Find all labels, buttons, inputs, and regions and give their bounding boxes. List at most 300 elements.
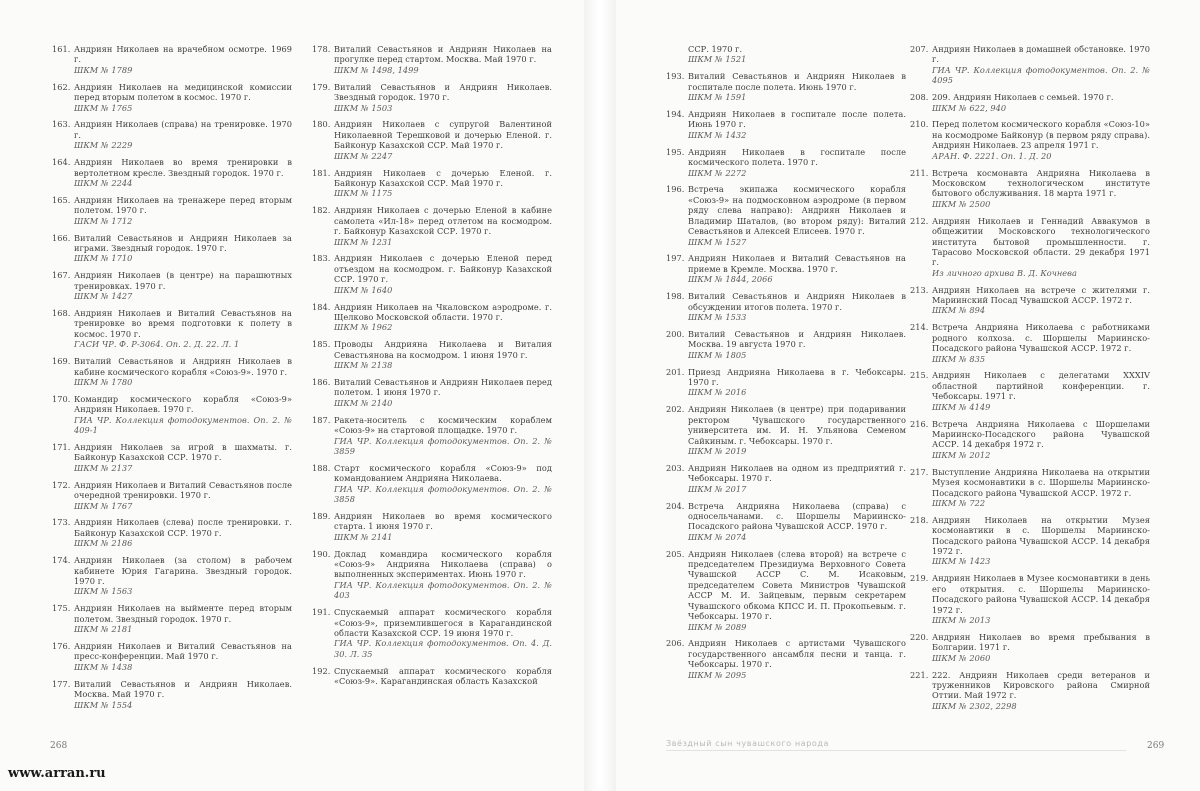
caption-entry <box>312 511 552 542</box>
entry-caption: Виталий Севастьянов и Андриян Николаев в кабине космического корабля «Союз-9». 1970 г. <box>74 356 292 377</box>
caption-entry <box>52 119 292 150</box>
site-watermark: www.arran.ru <box>8 766 106 781</box>
entry-caption: Андриян Николаев на врачебном осмотре. 1969 г. <box>74 44 292 65</box>
caption-entry <box>312 253 552 295</box>
caption-entry <box>666 71 906 102</box>
caption-entry <box>910 168 1150 210</box>
caption-entry <box>312 82 552 113</box>
entry-body <box>334 205 552 247</box>
entry-number: 196. <box>666 184 685 195</box>
entry-body <box>932 119 1150 161</box>
entry-number: 172. <box>52 479 71 490</box>
caption-entry <box>910 370 1150 412</box>
caption-entry <box>52 394 292 436</box>
entry-body <box>74 641 292 672</box>
entry-caption: Встреча экипажа космического корабля «Союз-9» на подмосковном аэродроме (в первом ряду слева направо): Андриян Николаев и Владимир Шаталов, (во втором ряду): Виталий Севастьянов и Алексей Елисеев. 1970 г. <box>688 184 906 237</box>
entry-body <box>74 119 292 150</box>
entry-caption: Андриян Николаев на выйменте перед вторым полетом. Звездный городок. 1970 г. <box>74 603 292 624</box>
caption-entry <box>52 82 292 113</box>
entry-caption: Виталий Севастьянов и Андриян Николаев. Москва. Май 1970 г. <box>74 678 292 700</box>
caption-entry <box>52 555 292 597</box>
entry-caption: Командир космического корабля «Союз-9» Андриян Николаев. 1970 г. <box>74 393 292 415</box>
entry-number: 195. <box>666 146 685 157</box>
entry-caption: Андриян Николаев (за столом) в рабочем кабинете Юрия Гагарина. Звездный городок. 1970 г. <box>74 555 292 586</box>
entry-source: ШКМ № 2074 <box>688 531 747 542</box>
entry-body <box>932 370 1150 412</box>
entry-caption: Проводы Андрияна Николаева и Виталия Севастьянова на космодром. 1 июня 1970 г. <box>334 339 552 360</box>
caption-entry <box>52 356 292 387</box>
caption-entry <box>52 442 292 473</box>
entry-caption: Андриян Николаев на открытии Музея космонавтики в с. Шоршелы Мариинско-Посадского района Чувашской АССР. 14 декабря 1972 г. <box>932 514 1150 557</box>
entry-number: 216. <box>910 418 929 429</box>
entry-caption: Андриян Николаев на медицинской комиссии перед вторым полетом в космос. 1970 г. <box>74 81 292 103</box>
entry-number: 214. <box>910 322 929 333</box>
entry-number: 206. <box>666 638 685 649</box>
entry-number: 186. <box>312 376 331 387</box>
caption-entry <box>910 573 1150 625</box>
entry-body <box>74 679 292 710</box>
page-number-left: 268 <box>50 741 68 751</box>
entry-number: 192. <box>312 665 331 676</box>
entry-body <box>74 442 292 473</box>
entry-number: 177. <box>52 678 71 689</box>
entry-body <box>74 44 292 75</box>
entry-body <box>334 549 552 601</box>
entry-number <box>666 44 688 65</box>
entry-body <box>688 71 906 102</box>
entry-caption: Андриян Николаев и Виталий Севастьянов на приеме в Кремле. Москва. 1970 г. <box>688 253 906 274</box>
entry-number: 189. <box>312 510 331 521</box>
entry-number: 201. <box>666 366 685 377</box>
entry-body <box>334 339 552 370</box>
entry-body <box>932 632 1150 663</box>
entry-source: ШКМ № 2012 <box>932 449 991 460</box>
entry-source: ГАСИ ЧР. Ф. Р-3064. Оп. 2. Д. 22. Л. 1 <box>74 339 240 350</box>
entry-number: 188. <box>312 462 331 473</box>
entry-source: ШКМ № 2229 <box>74 140 133 151</box>
entry-source: ШКМ № 2089 <box>688 621 747 632</box>
entry-body <box>688 638 906 680</box>
entry-source: ШКМ № 2013 <box>932 615 991 625</box>
entry-number: 171. <box>52 442 71 452</box>
caption-entry <box>312 607 552 659</box>
entry-number: 180. <box>312 119 331 130</box>
entry-source: ШКМ № 2141 <box>334 531 393 542</box>
entry-source: ШКМ № 1780 <box>74 376 133 387</box>
entry-caption: Виталий Севастьянов и Андриян Николаев за играми. Звездный городок. 1970 г. <box>74 232 292 253</box>
entry-number: 175. <box>52 603 71 614</box>
entry-caption: Встреча космонавта Андрияна Николаева в Московском технологическом институте бытового обслуживания. 18 марта 1971 г. <box>932 167 1150 199</box>
entry-source: АРАН. Ф. 2221. Оп. 1. Д. 20 <box>932 150 1052 161</box>
entry-body <box>334 511 552 542</box>
entry-body <box>688 44 906 65</box>
entry-source: ШКМ № 1640 <box>334 284 393 295</box>
entry-body <box>74 157 292 188</box>
entry-number: 211. <box>910 167 929 178</box>
entry-caption: Андриян Николаев с дочерью Еленой в кабине самолета «Ил-18» перед отлетом на космодром. г. Байконур Казахской ССР. 1970 г. <box>334 205 552 237</box>
entry-caption: Приезд Андрияна Николаева в г. Чебоксары. 1970 г. <box>688 366 906 387</box>
caption-entry <box>910 92 1150 113</box>
caption-entry <box>666 463 906 494</box>
entry-caption: Андриян Николаев (в центре) на парашютных тренировках. 1970 г. <box>74 270 292 291</box>
caption-column-2 <box>312 44 552 693</box>
caption-entry <box>666 109 906 140</box>
entry-source: ШКМ № 2137 <box>74 462 133 473</box>
entry-number: 169. <box>52 356 71 367</box>
entry-body <box>688 367 906 398</box>
entry-body <box>74 480 292 511</box>
entry-caption: Андриян Николаев в госпитале после космического полета. 1970 г. <box>688 146 906 168</box>
entry-number: 197. <box>666 253 685 264</box>
caption-entry <box>52 679 292 710</box>
entry-number: 202. <box>666 404 685 415</box>
entry-body <box>688 329 906 360</box>
caption-entry <box>666 147 906 178</box>
entry-source: ШКМ № 1423 <box>932 556 991 567</box>
entry-body <box>688 549 906 632</box>
entry-body <box>334 119 552 161</box>
entry-number: 163. <box>52 119 71 130</box>
caption-entry <box>910 419 1150 461</box>
entry-source: ШКМ № 835 <box>932 353 986 364</box>
entry-caption: Виталий Севастьянов и Андриян Николаев. Москва. 19 августа 1970 г. <box>688 328 906 350</box>
caption-entry <box>52 308 292 350</box>
entry-number: 215. <box>910 370 929 381</box>
entry-number: 207. <box>910 44 929 54</box>
caption-entry <box>666 501 906 543</box>
entry-caption: Андриян Николаев и Геннадий Аввакумов в общежитии Московского технологического института бытовой промышленности. г. Тарасово Московской области. 29 декабря 1971 г. <box>932 215 1150 268</box>
caption-entry <box>910 670 1150 712</box>
entry-source: ШКМ № 1805 <box>688 349 747 360</box>
entry-body <box>74 517 292 548</box>
entry-source: ШКМ № 1765 <box>74 102 133 113</box>
entry-caption: Старт космического корабля «Союз-9» под командованием Андрияна Николаева. <box>334 462 552 484</box>
entry-body <box>334 607 552 659</box>
entry-caption: Спускаемый аппарат космического корабля «Союз-9». Карагандинская область Казахской <box>334 665 552 687</box>
entry-number: 210. <box>910 119 929 130</box>
entry-caption: Доклад командира космического корабля «Союз-9» Андрияна Николаева (справа) о выполненных экспериментах. Июнь 1970 г. <box>334 548 552 580</box>
entry-caption: Андриян Николаев на Чкаловском аэродроме. г. Щелково Московской области. 1970 г. <box>334 301 552 322</box>
entry-caption: 209. Андриян Николаев с семьей. 1970 г. <box>932 92 1114 103</box>
entry-number: 217. <box>910 466 929 477</box>
entry-caption: Андриян Николаев на тренажере перед вторым полетом. 1970 г. <box>74 194 292 216</box>
entry-source: ШКМ № 1427 <box>74 291 133 302</box>
entry-body <box>334 415 552 457</box>
entry-source: ГИА ЧР. Коллекция фотодокументов. Оп. 4. Д. 30. Л. 35 <box>334 638 552 659</box>
entry-caption: Андриян Николаев в Музее космонавтики в день его открытия. с. Шоршелы Мариинско-Посадского района Чувашской АССР. 14 декабря 1972 г. <box>932 573 1150 615</box>
entry-number: 208. <box>910 92 929 103</box>
entry-body <box>334 463 552 505</box>
entry-number: 190. <box>312 548 331 559</box>
entry-caption: Андриян Николаев с супругой Валентиной Николаевной Терешковой и дочерью Еленой. г. Байконур Казахской ССР. Май 1970 г. <box>334 119 552 151</box>
entry-source: ШКМ № 2017 <box>688 483 747 494</box>
entry-source: ШКМ № 2272 <box>688 167 747 178</box>
caption-entry <box>666 549 906 632</box>
entry-number: 204. <box>666 500 685 511</box>
entry-caption: Андриян Николаев на встрече с жителями г. Мариинский Посад Чувашской АССР. 1972 г. <box>932 284 1150 306</box>
entry-body <box>74 356 292 387</box>
entry-source: ШКМ № 1710 <box>74 253 133 264</box>
entry-source: Из личного архива В. Д. Кочнева <box>932 267 1077 278</box>
entry-caption: Андриян Николаев (справа) на тренировке. 1970 г. <box>74 119 292 140</box>
entry-body <box>334 168 552 199</box>
entry-body <box>932 44 1150 86</box>
entry-caption: Андриян Николаев с дочерью Еленой перед отъездом на космодром. г. Байконур Казахской ССР. 1970 г. <box>334 253 552 285</box>
caption-entry <box>312 302 552 333</box>
entry-body <box>688 291 906 322</box>
entry-caption: Андриян Николаев в домашней обстановке. 1970 г. <box>932 44 1150 65</box>
entry-source: ШКМ № 622, 940 <box>932 102 1007 113</box>
entry-number: 219. <box>910 573 929 584</box>
caption-entry <box>312 463 552 505</box>
entry-source: ГИА ЧР. Коллекция фотодокументов. Оп. 2. № 409-1 <box>74 414 292 436</box>
entry-caption: Андриян Николаев с дочерью Еленой. г. Байконур Казахской ССР. Май 1970 г. <box>334 167 552 188</box>
caption-entry <box>910 119 1150 161</box>
caption-entry <box>312 666 552 687</box>
entry-body <box>688 184 906 246</box>
entry-number: 181. <box>312 167 331 178</box>
entry-source: ШКМ № 2244 <box>74 177 133 188</box>
entry-number: 193. <box>666 71 685 82</box>
entry-source: ШКМ № 2140 <box>334 397 393 408</box>
entry-body <box>334 666 552 687</box>
entry-body <box>932 573 1150 625</box>
entry-source: ШКМ № 2138 <box>334 360 393 371</box>
caption-entry <box>52 480 292 511</box>
entry-number: 166. <box>52 232 71 243</box>
entry-source: ШКМ № 2181 <box>74 624 133 635</box>
entry-number: 178. <box>312 44 331 54</box>
entry-body <box>74 195 292 226</box>
entry-source: ШКМ № 2016 <box>688 387 747 398</box>
caption-column-3 <box>666 44 906 687</box>
page-number-right: 269 <box>1147 741 1165 751</box>
entry-number: 198. <box>666 291 685 302</box>
entry-source: ШКМ № 1563 <box>74 586 133 597</box>
entry-number: 179. <box>312 81 331 92</box>
entry-number: 187. <box>312 414 331 425</box>
entry-source: ШКМ № 1591 <box>688 92 747 103</box>
entry-caption: Андриян Николаев за игрой в шахматы. г. Байконур Казахской ССР. 1970 г. <box>74 442 292 463</box>
entry-body <box>932 92 1150 113</box>
entry-caption: Андриян Николаев (слева) после тренировки. г. Байконур Казахской ССР. 1970 г. <box>74 517 292 538</box>
caption-entry <box>910 285 1150 316</box>
entry-caption: Встреча Андрияна Николаева (справа) с односельчанами. с. Шоршелы Мариинско-Посадского района Чувашской АССР. 1970 г. <box>688 500 906 532</box>
entry-caption: Ракета-носитель с космическим кораблем «Союз-9» на стартовой площадке. 1970 г. <box>334 414 552 436</box>
entry-body <box>74 394 292 436</box>
entry-caption: Виталий Севастьянов и Андриян Николаев в госпитале после полета. Июнь 1970 г. <box>688 71 906 92</box>
caption-entry <box>910 216 1150 278</box>
caption-entry <box>666 253 906 284</box>
entry-caption: ССР. 1970 г. <box>688 44 743 54</box>
entry-number: 164. <box>52 157 71 168</box>
entry-body <box>74 270 292 301</box>
entry-caption: Андриян Николаев (в центре) при подаривании ректором Чувашского государственного университета им. И. Н. Ульянова Семеном Сайкиным. г. Чебоксары. 1970 г. <box>688 404 906 446</box>
entry-body <box>688 253 906 284</box>
entry-number: 168. <box>52 308 71 319</box>
caption-entry <box>910 467 1150 509</box>
entry-caption: Андриян Николаев с делегатами XXXIV областной партийной конференции. г. Чебоксары. 1971 г. <box>932 370 1150 402</box>
entry-number: 221. <box>910 669 929 680</box>
entry-caption: Виталий Севастьянов и Андриян Николаев. Звездный городок. 1970 г. <box>334 81 552 103</box>
entry-caption: 222. Андриян Николаев среди ветеранов и труженников Кировского района Смирной Оттии. Май 1972 г. <box>932 669 1150 701</box>
caption-entry <box>312 549 552 601</box>
caption-entry <box>52 233 292 264</box>
entry-caption: Виталий Севастьянов и Андриян Николаев перед полетом. 1 июня 1970 г. <box>334 376 552 398</box>
entry-body <box>932 285 1150 316</box>
caption-column-4 <box>910 44 1150 718</box>
entry-number: 165. <box>52 194 71 205</box>
entry-caption: Андриян Николаев в госпитале после полета. Июнь 1970 г. <box>688 109 906 130</box>
entry-body <box>932 419 1150 461</box>
entry-source: ШКМ № 1503 <box>334 102 393 113</box>
entry-body <box>688 463 906 494</box>
entry-body <box>688 147 906 178</box>
entry-number: 212. <box>910 215 929 226</box>
entry-number: 200. <box>666 328 685 339</box>
caption-entry <box>312 44 552 75</box>
entry-source: ШКМ № 1767 <box>74 500 133 511</box>
entry-body <box>74 82 292 113</box>
entry-number: 218. <box>910 514 929 525</box>
entry-number: 167. <box>52 270 71 281</box>
entry-number: 194. <box>666 109 685 120</box>
caption-entry <box>666 638 906 680</box>
caption-entry <box>52 641 292 672</box>
entry-source: ШКМ № 2302, 2298 <box>932 700 1017 711</box>
caption-entry <box>910 515 1150 567</box>
entry-body <box>932 216 1150 278</box>
entry-source: ГИА ЧР. Коллекция фотодокументов. Оп. 2. № 3859 <box>334 435 552 456</box>
entry-caption: Андриян Николаев на одном из предприятий г. Чебоксары. 1970 г. <box>688 462 906 484</box>
entry-body <box>334 82 552 113</box>
entry-source: ШКМ № 1844, 2066 <box>688 274 773 285</box>
entry-body <box>688 501 906 543</box>
entry-source: ШКМ № 1432 <box>688 129 747 140</box>
running-footer: Звёздный сын чувашского народа <box>666 739 1126 751</box>
entry-number: 162. <box>52 81 71 92</box>
entry-number: 161. <box>52 44 71 54</box>
entry-body <box>74 603 292 634</box>
entry-body <box>334 44 552 75</box>
entry-body <box>334 302 552 333</box>
caption-entry <box>52 157 292 188</box>
entry-source: ШКМ № 2095 <box>688 669 747 680</box>
entry-number: 203. <box>666 462 685 473</box>
entry-number: 213. <box>910 284 929 295</box>
entry-caption: Андриян Николаев (слева второй) на встрече с председателем Президиума Верховного Совета Чувашской АССР С. М. Исаковым, председателем Совета Министров Чувашской АССР М. И. Зайцевым, первым секретарем Чувашского обкома КПСС И. П. Прокопьевым. г. Чебоксары. 1970 г. <box>688 548 906 622</box>
entry-source: ГИА ЧР. Коллекция фотодокументов. Оп. 2. № 403 <box>334 579 552 601</box>
entry-body <box>932 467 1150 509</box>
entry-body <box>932 322 1150 364</box>
entry-body <box>688 404 906 456</box>
entry-body <box>932 670 1150 712</box>
entry-caption: Выступление Андрияна Николаева на открытии Музея космонавтики в с. Шоршелы Мариинско-Посадского района Чувашской АССР. 1972 г. <box>932 466 1150 498</box>
entry-source: ШКМ № 2247 <box>334 150 393 161</box>
entry-number: 183. <box>312 253 331 264</box>
caption-entry <box>52 517 292 548</box>
entry-body <box>688 109 906 140</box>
entry-caption: Встреча Андрияна Николаева с Шоршелами Мариинско-Посадского района Чувашской АССР. 14 декабря 1972 г. <box>932 418 1150 450</box>
entry-source: ШКМ № 1712 <box>74 215 133 226</box>
caption-entry <box>312 377 552 408</box>
entry-source: ШКМ № 1533 <box>688 311 747 322</box>
caption-entry <box>666 329 906 360</box>
entry-caption: Виталий Севастьянов и Андриян Николаев в обсуждении итогов полета. 1970 г. <box>688 291 906 312</box>
entry-source: ШКМ № 1438 <box>74 661 133 672</box>
caption-entry <box>666 184 906 246</box>
entry-source: ШКМ № 2186 <box>74 538 133 549</box>
entry-source: ГИА ЧР. Коллекция фотодокументов. Оп. 2. № 3858 <box>334 483 552 505</box>
caption-entry <box>312 415 552 457</box>
entry-number: 176. <box>52 641 71 651</box>
caption-entry <box>52 44 292 75</box>
caption-entry <box>312 339 552 370</box>
entry-source: ГИА ЧР. Коллекция фотодокументов. Оп. 2. № 4095 <box>932 64 1150 86</box>
entry-source: ШКМ № 2019 <box>688 445 747 456</box>
entry-source: ШКМ № 1789 <box>74 64 133 75</box>
entry-source: ШКМ № 2060 <box>932 652 991 663</box>
entry-body <box>74 308 292 350</box>
entry-caption: Встреча Андрияна Николаева с работниками родного колхоза. с. Шоршелы Мариинско-Посадского района Чувашской АССР. 1972 г. <box>932 322 1150 354</box>
entry-source: ШКМ № 4149 <box>932 401 991 412</box>
entry-source: ШКМ № 1527 <box>688 236 747 247</box>
entry-source: ШКМ № 2500 <box>932 198 991 209</box>
entry-number: 185. <box>312 339 331 350</box>
entry-caption: Виталий Севастьянов и Андриян Николаев на прогулке перед стартом. Москва. Май 1970 г. <box>334 44 552 65</box>
entry-number: 174. <box>52 555 71 566</box>
entry-source: ШКМ № 722 <box>932 497 986 508</box>
entry-number: 191. <box>312 607 331 618</box>
entry-body <box>932 515 1150 567</box>
caption-entry <box>312 205 552 247</box>
caption-entry <box>312 119 552 161</box>
caption-entry <box>52 603 292 634</box>
entry-body <box>74 233 292 264</box>
caption-entry <box>52 270 292 301</box>
entry-number: 182. <box>312 205 331 216</box>
caption-entry <box>910 632 1150 663</box>
entry-source: ШКМ № 1962 <box>334 322 393 333</box>
entry-body <box>334 253 552 295</box>
entry-number: 220. <box>910 631 929 642</box>
entry-caption: Андриян Николаев во время пребывания в Болгарии. 1971 г. <box>932 631 1150 653</box>
entry-source: ШКМ № 894 <box>932 305 986 316</box>
entry-source: ШКМ № 1554 <box>74 699 133 710</box>
entry-caption: Андриян Николаев и Виталий Севастьянов после очередной тренировки. 1970 г. <box>74 479 292 501</box>
entry-body <box>334 377 552 408</box>
entry-caption: Андриян Николаев с артистами Чувашского государственного ансамбля песни и танца. г. Чебоксары. 1970 г. <box>688 638 906 670</box>
caption-entry <box>910 322 1150 364</box>
entry-caption: Спускаемый аппарат космического корабля «Союз-9», приземлившегося в Карагандинской области Казахской ССР. 19 июня 1970 г. <box>334 607 552 638</box>
entry-body <box>74 555 292 597</box>
caption-entry <box>666 291 906 322</box>
entry-number: 173. <box>52 517 71 528</box>
entry-caption: Андриян Николаев во время тренировки в вертолетном кресле. Звездный городок. 1970 г. <box>74 157 292 178</box>
entry-caption: Андриян Николаев во время космического старта. 1 июня 1970 г. <box>334 510 552 532</box>
caption-entry <box>666 367 906 398</box>
caption-entry <box>666 404 906 456</box>
entry-caption: Перед полетом космического корабля «Союз-10» на космодроме Байконур (в первом ряду справа). Андриян Николаев. 23 апреля 1971 г. <box>932 119 1151 151</box>
caption-entry <box>910 44 1150 86</box>
entry-source: ШКМ № 1498, 1499 <box>334 64 419 75</box>
entry-number: 170. <box>52 393 71 404</box>
entry-source: ШКМ № 1175 <box>334 188 393 199</box>
entry-caption: Андриян Николаев и Виталий Севастьянов на тренировке во время подготовки к полету в космос. 1970 г. <box>74 308 292 339</box>
book-gutter <box>584 0 616 791</box>
entry-number: 184. <box>312 301 331 312</box>
caption-entry <box>52 195 292 226</box>
